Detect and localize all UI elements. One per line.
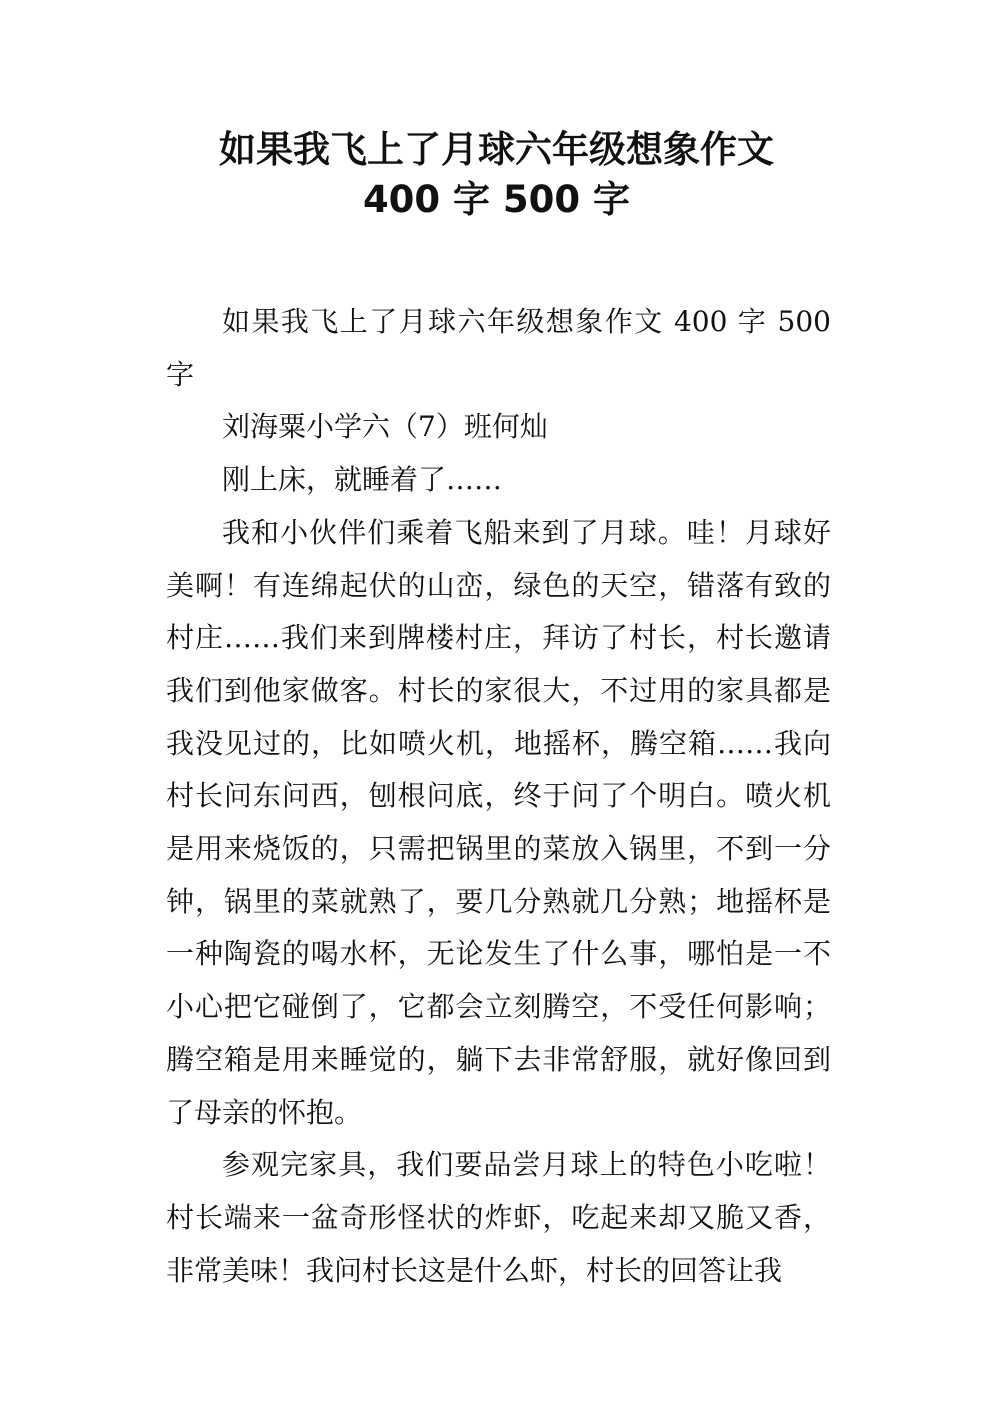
paragraph-intro: 刚上床，就睡着了…… [222,463,503,497]
paragraph-heading-repeat: 如果我飞上了月球六年级想象作文 400 字 500 字 [166,305,831,391]
document-title-line-2: 400 字 500 字 [362,178,631,221]
paragraph-moon-visit: 我和小伙伴们乘着飞船来到了月球。哇！月球好美啊！有连绵起伏的山峦，绿色的天空，错落有致的村庄……我们来到牌楼村庄，拜访了村长，村长邀请我们到他家做客。村长的家很大，不过用的家具都是我没见过的，比如喷火机，地摇杯，腾空箱……我向村长问东问西，刨根问底，终于问了个明白。喷火机是用来烧饭的，只需把锅里的菜放入锅里，不到一分钟，锅里的菜就熟了，要几分熟就几分熟；地摇杯是一种陶瓷的喝水杯，无论发生了什么事，哪怕是一不小心把它碰倒了，它都会立刻腾空，不受任何影响；腾空箱是用来睡觉的，躺下去非常舒服，就好像回到了母亲的怀抱。 [166,515,831,1129]
document-title-line-1: 如果我飞上了月球六年级想象作文 [219,128,774,171]
document-body [166,296,831,1297]
paragraph-snack: 参观完家具，我们要品尝月球上的特色小吃啦！村长端来一盆奇形怪状的炸虾，吃起来却又脆又香，非常美味！我问村长这是什么虾，村长的回答让我 [166,1148,831,1287]
paragraph-author: 刘海粟小学六（7）班何灿 [222,410,548,444]
